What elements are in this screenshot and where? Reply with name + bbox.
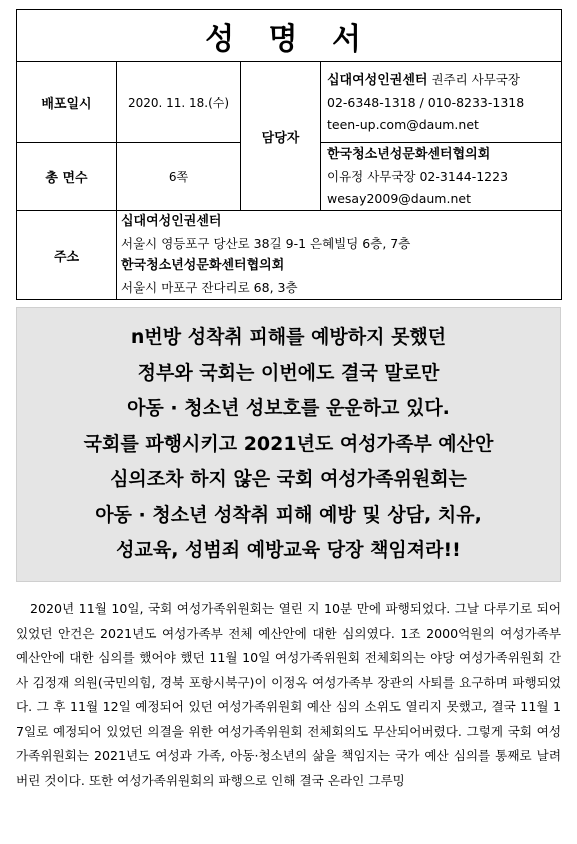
headline-box [16, 307, 561, 582]
headline-line: 정부와 국회는 이번에도 결국 말로만 [137, 361, 440, 384]
pages-value: 6쪽 [117, 143, 241, 211]
contact-2-org: 한국청소년성문화센터협의회 [327, 146, 491, 162]
headline-line: 국회를 파행시키고 2021년도 여성가족부 예산안 [83, 432, 494, 455]
address-label: 주소 [17, 211, 117, 300]
header-table [16, 9, 562, 300]
date-value: 2020. 11. 18.(수) [117, 62, 241, 143]
address-2-org: 한국청소년성문화센터협의회 [121, 258, 285, 273]
contact-1-email: teen-up.com@daum.net [327, 116, 479, 132]
address-2-line: 서울시 마포구 잔다리로 68, 3층 [121, 280, 298, 295]
contact-2 [321, 143, 562, 211]
body-text [16, 597, 561, 793]
contact-1-org: 십대여성인권센터 [327, 72, 428, 88]
document-title: 성 명 서 [17, 10, 562, 62]
headline-line: 아동 · 청소년 성보호를 운운하고 있다. [127, 397, 450, 420]
contact-label: 담당자 [241, 62, 321, 211]
contact-1-person: 권주리 사무국장 [427, 71, 520, 87]
address-1-line: 서울시 영등포구 당산로 38길 9-1 은혜빌딩 6층, 7층 [121, 236, 411, 251]
date-label: 배포일시 [17, 62, 117, 143]
pages-label: 총 면수 [17, 143, 117, 211]
headline-line: 심의조차 하지 않은 국회 여성가족위원회는 [110, 468, 467, 491]
body-paragraph: 2020년 11월 10일, 국회 여성가족위원회는 열린 지 10분 만에 파행되었다. 그날 다루기로 되어있었던 안건은 2021년도 여성가족부 전체 예산안에 대한 심의였다. 1조 2000억원의 여성가족부 예산안에 대한 심의를 했어야 했던 11월 10일 여성가족위원회 전체회의는 야당 여성가족위원회 간사 김정재 의원(국민의힘, 경북 포항시북구)이 이정옥 여성가족부 장관의 사퇴를 요구하며 파행되었다. 그 후 11월 12일 예정되어 있던 여성가족위원회 예산 심의 소위도 열리지 못했고, 결국 11월 17일로 예정되어 있었던 의결을 위한 여성가족위원회 전체회의도 무산되어버렸다. 그렇게 국회 여성가족위원회는 2021년도 여성과 가족, 아동·청소년의 삶을 책임지는 국가 예산 심의를 통째로 날려버린 것이다. 또한 여성가족위원회의 파행으로 인해 결국 온라인 그루밍 [16, 601, 561, 788]
contact-2-email: wesay2009@daum.net [327, 190, 471, 206]
headline-line: 아동 · 청소년 성착취 피해 예방 및 상담, 치유, [95, 503, 482, 526]
headline-line: n번방 성착취 피해를 예방하지 못했던 [130, 326, 447, 349]
contact-2-person: 이유정 사무국장 02-3144-1223 [327, 168, 509, 184]
headline-line: 성교육, 성범죄 예방교육 당장 책임져라!! [116, 539, 461, 562]
address-1-org: 십대여성인권센터 [121, 214, 222, 229]
contact-1 [321, 62, 562, 143]
contact-1-phone: 02-6348-1318 / 010-8233-1318 [327, 94, 525, 110]
address-cell [117, 211, 562, 300]
